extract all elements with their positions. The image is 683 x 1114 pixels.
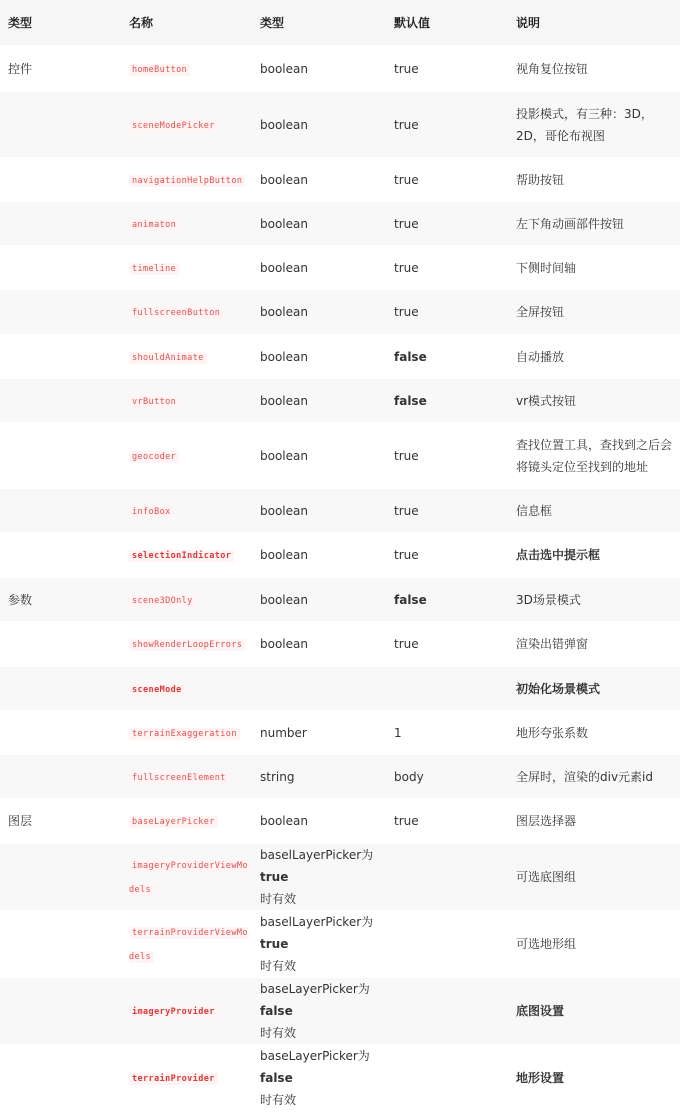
row-description: 帮助按钮 bbox=[508, 157, 680, 201]
row-type: baseLayerPicker为 bbox=[260, 1049, 370, 1063]
row-name-cell bbox=[121, 710, 252, 754]
table-row bbox=[0, 1044, 680, 1111]
row-type-cell bbox=[252, 378, 386, 422]
row-name-cell bbox=[121, 754, 252, 798]
table-row bbox=[0, 157, 680, 201]
row-type: boolean bbox=[260, 260, 308, 275]
row-category bbox=[0, 843, 121, 910]
row-description: 底图设置 bbox=[508, 977, 680, 1044]
row-name-cell bbox=[121, 378, 252, 422]
row-type: boolean bbox=[260, 117, 308, 132]
row-category bbox=[0, 977, 121, 1044]
row-category bbox=[0, 910, 121, 977]
row-name-cell bbox=[121, 621, 252, 666]
row-default: true bbox=[386, 422, 508, 488]
option-name: vrButton bbox=[129, 396, 179, 408]
option-name: navigationHelpButton bbox=[129, 175, 245, 187]
row-type: baselLayerPicker为 bbox=[260, 848, 374, 862]
table-row bbox=[0, 46, 680, 91]
row-type: boolean bbox=[260, 305, 308, 319]
row-default: body bbox=[386, 754, 508, 798]
row-category bbox=[0, 245, 121, 289]
row-type: boolean bbox=[260, 548, 308, 562]
row-type-cell bbox=[252, 910, 386, 977]
table-row bbox=[0, 577, 680, 621]
row-default: true bbox=[386, 488, 508, 532]
row-type-cell bbox=[252, 91, 386, 157]
row-type-cell bbox=[252, 46, 386, 91]
option-name: infoBox bbox=[129, 506, 174, 518]
row-default: false bbox=[386, 378, 508, 422]
option-name: fullscreenElement bbox=[129, 772, 229, 784]
row-description: 图层选择器 bbox=[508, 798, 680, 843]
row-type: string bbox=[260, 769, 295, 784]
row-description: 视角复位按钮 bbox=[508, 46, 680, 91]
row-default: true bbox=[386, 91, 508, 157]
option-name: homeButton bbox=[129, 64, 190, 76]
row-type-cell bbox=[252, 843, 386, 910]
option-name: imageryProviderViewModels bbox=[129, 861, 248, 895]
row-type: boolean bbox=[260, 216, 308, 231]
row-type: boolean bbox=[260, 448, 308, 463]
row-name-cell bbox=[121, 798, 252, 843]
row-default: false bbox=[386, 577, 508, 621]
header-name: 名称 bbox=[121, 0, 252, 46]
row-category bbox=[0, 532, 121, 577]
header-description: 说明 bbox=[508, 0, 680, 46]
row-description: 地形设置 bbox=[508, 1044, 680, 1111]
row-description: 全屏按钮 bbox=[508, 289, 680, 334]
table-row bbox=[0, 378, 680, 422]
row-type-cell bbox=[252, 710, 386, 754]
row-category: 图层 bbox=[0, 798, 121, 843]
option-name: sceneModePicker bbox=[129, 120, 218, 132]
row-type-cell bbox=[252, 1044, 386, 1111]
row-category bbox=[0, 378, 121, 422]
row-category bbox=[0, 621, 121, 666]
option-name: terrainProvider bbox=[129, 1073, 218, 1085]
row-type-cell bbox=[252, 334, 386, 378]
row-name-cell bbox=[121, 422, 252, 488]
table-row bbox=[0, 621, 680, 666]
row-name-cell bbox=[121, 245, 252, 289]
row-description: 地形夸张系数 bbox=[508, 710, 680, 754]
option-name: shouldAnimate bbox=[129, 352, 207, 364]
row-type-cell bbox=[252, 245, 386, 289]
row-type-cell bbox=[252, 754, 386, 798]
row-name-cell bbox=[121, 666, 252, 710]
row-type-cell bbox=[252, 422, 386, 488]
row-default: true bbox=[386, 46, 508, 91]
option-name: terrainExaggeration bbox=[129, 728, 240, 740]
table-row bbox=[0, 710, 680, 754]
table-row bbox=[0, 798, 680, 843]
row-name-cell bbox=[121, 843, 252, 910]
table-row bbox=[0, 666, 680, 710]
table-row bbox=[0, 488, 680, 532]
row-default: true bbox=[386, 798, 508, 843]
option-name: geocoder bbox=[129, 451, 179, 463]
row-type: boolean bbox=[260, 62, 308, 76]
row-description: 信息框 bbox=[508, 488, 680, 532]
row-name-cell bbox=[121, 201, 252, 245]
option-name: scene3DOnly bbox=[129, 595, 196, 607]
row-type-condition: false bbox=[260, 1004, 293, 1018]
table-row bbox=[0, 843, 680, 910]
option-name: fullscreenButton bbox=[129, 307, 223, 319]
row-description: 自动播放 bbox=[508, 334, 680, 378]
row-name-cell bbox=[121, 334, 252, 378]
table-row bbox=[0, 977, 680, 1044]
row-type: boolean bbox=[260, 393, 308, 408]
option-name: selectionIndicator bbox=[129, 550, 234, 562]
row-name-cell bbox=[121, 1044, 252, 1111]
row-type: boolean bbox=[260, 592, 308, 607]
row-description: 初始化场景模式 bbox=[508, 666, 680, 710]
row-name-cell bbox=[121, 910, 252, 977]
row-type-cell bbox=[252, 157, 386, 201]
row-category bbox=[0, 488, 121, 532]
row-type: baselLayerPicker为 bbox=[260, 915, 374, 929]
row-type-cell bbox=[252, 666, 386, 710]
row-category: 控件 bbox=[0, 46, 121, 91]
row-type-cell bbox=[252, 621, 386, 666]
row-description: 点击选中提示框 bbox=[508, 532, 680, 577]
table-row bbox=[0, 754, 680, 798]
row-category bbox=[0, 334, 121, 378]
row-name-cell bbox=[121, 577, 252, 621]
row-description: vr模式按钮 bbox=[508, 378, 680, 422]
row-category bbox=[0, 422, 121, 488]
row-description: 左下角动画部件按钮 bbox=[508, 201, 680, 245]
row-type-cell bbox=[252, 532, 386, 577]
table-row bbox=[0, 245, 680, 289]
row-name-cell bbox=[121, 157, 252, 201]
row-category bbox=[0, 157, 121, 201]
row-default bbox=[386, 977, 508, 1044]
row-default bbox=[386, 843, 508, 910]
row-type: baseLayerPicker为 bbox=[260, 982, 370, 996]
row-default: true bbox=[386, 532, 508, 577]
row-type-cell bbox=[252, 798, 386, 843]
row-type: boolean bbox=[260, 637, 308, 651]
row-description: 查找位置工具，查找到之后会将镜头定位至找到的地址 bbox=[508, 422, 680, 488]
option-name: showRenderLoopErrors bbox=[129, 639, 245, 651]
row-name-cell bbox=[121, 91, 252, 157]
row-description: 渲染出错弹窗 bbox=[508, 621, 680, 666]
row-name-cell bbox=[121, 977, 252, 1044]
row-default bbox=[386, 666, 508, 710]
option-name: terrainProviderViewModels bbox=[129, 928, 248, 962]
header-default: 默认值 bbox=[386, 0, 508, 46]
row-type-suffix: 时有效 bbox=[260, 892, 297, 906]
row-description: 投影模式，有三种：3D，2D，哥伦布视图 bbox=[508, 91, 680, 157]
row-default: false bbox=[386, 334, 508, 378]
table-row bbox=[0, 334, 680, 378]
row-type-condition: true bbox=[260, 870, 289, 884]
row-type-cell bbox=[252, 977, 386, 1044]
table-body bbox=[0, 46, 680, 1111]
row-name-cell bbox=[121, 289, 252, 334]
table-row bbox=[0, 532, 680, 577]
row-category bbox=[0, 201, 121, 245]
row-category bbox=[0, 289, 121, 334]
row-default: true bbox=[386, 201, 508, 245]
row-type-condition: true bbox=[260, 937, 289, 951]
table-row bbox=[0, 91, 680, 157]
row-type-suffix: 时有效 bbox=[260, 1026, 297, 1040]
header-type: 类型 bbox=[252, 0, 386, 46]
row-type: boolean bbox=[260, 814, 308, 828]
row-type: boolean bbox=[260, 349, 308, 364]
row-default: true bbox=[386, 289, 508, 334]
row-category bbox=[0, 666, 121, 710]
row-description: 3D场景模式 bbox=[508, 577, 680, 621]
table-row bbox=[0, 201, 680, 245]
row-type-cell bbox=[252, 577, 386, 621]
row-description: 下侧时间轴 bbox=[508, 245, 680, 289]
header-category: 类型 bbox=[0, 0, 121, 46]
row-type-cell bbox=[252, 488, 386, 532]
row-category bbox=[0, 1044, 121, 1111]
row-default: true bbox=[386, 157, 508, 201]
row-description: 可选底图组 bbox=[508, 843, 680, 910]
row-description: 全屏时，渲染的div元素id bbox=[508, 754, 680, 798]
row-default: true bbox=[386, 621, 508, 666]
row-category bbox=[0, 91, 121, 157]
row-default: 1 bbox=[386, 710, 508, 754]
row-type: number bbox=[260, 725, 307, 740]
option-name: baseLayerPicker bbox=[129, 816, 218, 828]
row-type: boolean bbox=[260, 172, 308, 187]
table-row bbox=[0, 422, 680, 488]
row-name-cell bbox=[121, 46, 252, 91]
option-name: imageryProvider bbox=[129, 1006, 218, 1018]
row-type-suffix: 时有效 bbox=[260, 959, 297, 973]
option-name: sceneMode bbox=[129, 684, 185, 696]
row-category bbox=[0, 754, 121, 798]
row-default bbox=[386, 1044, 508, 1111]
row-type-cell bbox=[252, 201, 386, 245]
row-type-condition: false bbox=[260, 1071, 293, 1085]
row-type: boolean bbox=[260, 503, 308, 518]
option-name: animaton bbox=[129, 219, 179, 231]
row-type-suffix: 时有效 bbox=[260, 1093, 297, 1107]
row-name-cell bbox=[121, 532, 252, 577]
row-default: true bbox=[386, 245, 508, 289]
table-row bbox=[0, 910, 680, 977]
row-default bbox=[386, 910, 508, 977]
row-name-cell bbox=[121, 488, 252, 532]
row-category bbox=[0, 710, 121, 754]
row-description: 可选地形组 bbox=[508, 910, 680, 977]
row-category: 参数 bbox=[0, 577, 121, 621]
table-row bbox=[0, 289, 680, 334]
option-name: timeline bbox=[129, 263, 179, 275]
row-type-cell bbox=[252, 289, 386, 334]
table-header-row bbox=[0, 0, 680, 46]
